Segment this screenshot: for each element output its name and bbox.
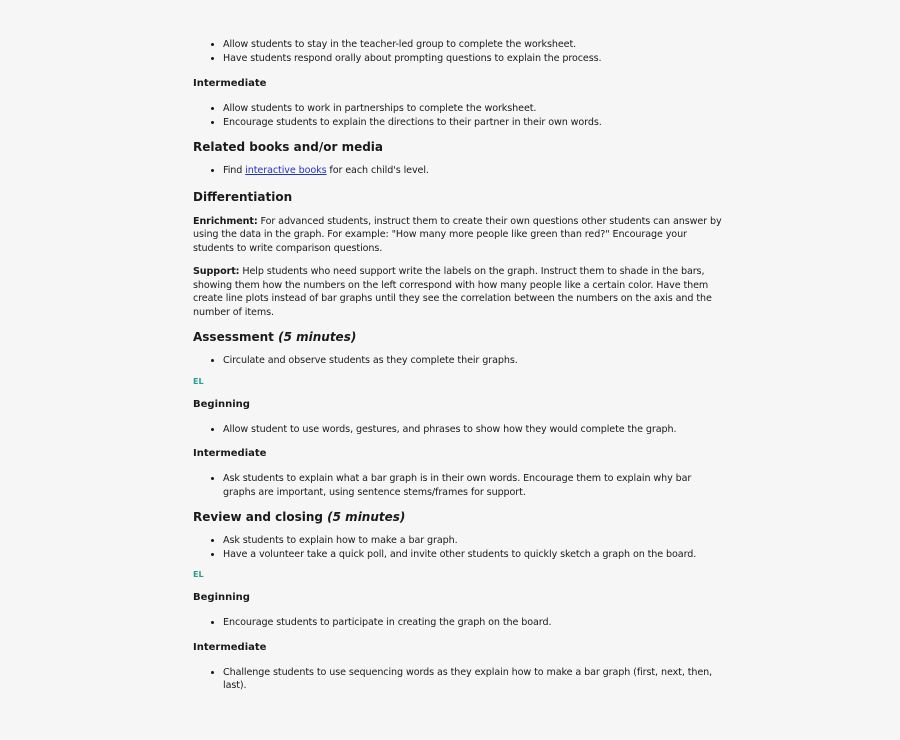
assessment-heading bbox=[193, 329, 723, 345]
review-beginning-list bbox=[193, 616, 723, 630]
review-bullet-list bbox=[193, 534, 723, 561]
assessment-beginning-list bbox=[193, 423, 723, 437]
review-title: Review and closing bbox=[193, 510, 323, 524]
list-item: • Encourage students to participate in creating the graph on the board. bbox=[223, 616, 723, 630]
list-item: • Allow students to stay in the teacher-led group to complete the worksheet. bbox=[223, 38, 723, 52]
list-item: • Have a volunteer take a quick poll, and invite other students to quickly sketch a graph on the board. bbox=[223, 548, 723, 562]
list-item: • Have students respond orally about prompting questions to explain the process. bbox=[223, 52, 723, 66]
support-label: Support: bbox=[193, 266, 240, 277]
list-item: • Allow students to work in partnerships to complete the worksheet. bbox=[223, 102, 723, 116]
related-books-heading: Related books and/or media bbox=[193, 140, 384, 154]
review-intermediate-list bbox=[193, 666, 723, 693]
list-item: • Ask students to explain how to make a bar graph. bbox=[223, 534, 723, 548]
related-item-suffix: for each child's level. bbox=[326, 165, 429, 176]
list-item: • Circulate and observe students as they complete their graphs. bbox=[223, 354, 723, 368]
interactive-books-link[interactable]: interactive books bbox=[245, 165, 327, 176]
intermediate-heading: Intermediate bbox=[193, 78, 267, 89]
list-item: • Allow student to use words, gestures, and phrases to show how they would complete the graph. bbox=[223, 423, 723, 437]
beginning-heading: Beginning bbox=[193, 592, 250, 603]
top-bullet-list bbox=[193, 38, 723, 65]
assessment-bullet-list bbox=[193, 354, 723, 368]
intermediate-bullet-list bbox=[193, 102, 723, 129]
list-item: • Ask students to explain what a bar graph is in their own words. Encourage them to explain why bar graphs are important, using sentence stems/frames for support. bbox=[223, 472, 723, 499]
differentiation-heading: Differentiation bbox=[193, 189, 293, 204]
beginning-heading: Beginning bbox=[193, 398, 250, 410]
enrichment-text: For advanced students, instruct them to create their own questions other students can answer by using the data in the graph. For example: "How many more people like green than red?" Encourage your students to write comparison questions. bbox=[193, 215, 722, 254]
enrichment-paragraph bbox=[193, 215, 723, 256]
review-closing-heading bbox=[193, 509, 723, 525]
list-item: • Encourage students to explain the directions to their partner in their own words. bbox=[223, 116, 723, 130]
support-text: Help students who need support write the labels on the graph. Instruct them to shade in the bars, showing them how the numbers on the left correspond with how many people like a certain color. Have them create line plots instead of bar graphs until they see the correlation between the numbers on the axis and the number of items. bbox=[193, 266, 712, 318]
review-duration: (5 minutes) bbox=[327, 510, 406, 524]
intermediate-heading: Intermediate bbox=[193, 641, 267, 653]
related-item-prefix: Find bbox=[223, 165, 246, 176]
support-paragraph bbox=[193, 265, 723, 319]
list-item: • Challenge students to use sequencing words as they explain how to make a bar graph (first, next, then, last). bbox=[223, 666, 723, 693]
enrichment-label: Enrichment: bbox=[193, 215, 258, 227]
assessment-title: Assessment bbox=[193, 330, 274, 344]
intermediate-heading: Intermediate bbox=[193, 448, 267, 459]
assessment-intermediate-list bbox=[193, 472, 723, 499]
el-label: EL bbox=[193, 570, 204, 579]
el-label: EL bbox=[193, 376, 204, 386]
lesson-content bbox=[193, 38, 723, 693]
assessment-duration: (5 minutes) bbox=[278, 330, 357, 344]
related-bullet-list bbox=[193, 164, 723, 178]
list-item bbox=[223, 164, 723, 178]
